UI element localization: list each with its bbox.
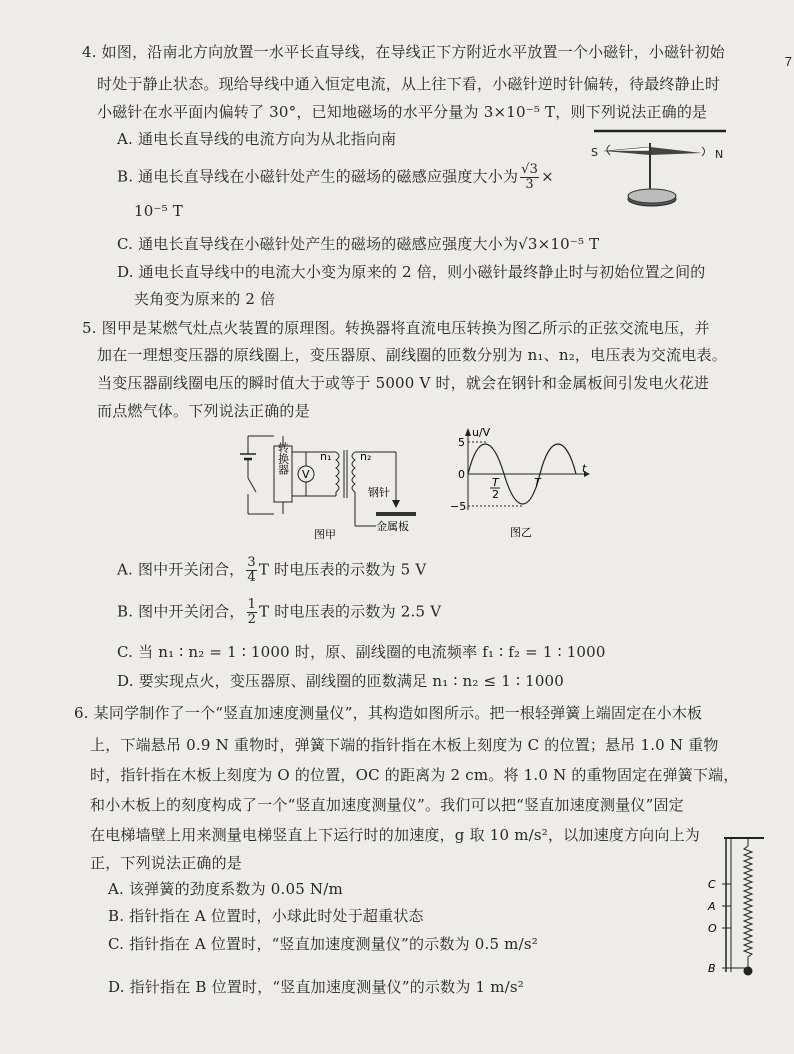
q4-option-b-times: × bbox=[541, 167, 554, 186]
metal-plate bbox=[376, 512, 416, 516]
q4-option-b-text: B. 通电长直导线在小磁针处产生的磁场的磁感应强度大小为 bbox=[117, 167, 519, 186]
q6-stem-line-5: 在电梯墙壁上用来测量电梯竖直上下运行时的加速度，g 取 10 m/s²，以加速度方向向上为 bbox=[90, 826, 700, 844]
q6-stem-line-4: 和小木板上的刻度构成了一个“竖直加速度测量仪”。我们可以把“竖直加速度测量仪”固定 bbox=[90, 796, 684, 814]
q5-option-a-text: A. 图中开关闭合， bbox=[117, 560, 245, 579]
mark-a: A bbox=[708, 900, 716, 913]
q4-stem-line-3: 小磁针在水平面内偏转了 30°，已知地磁场的水平分量为 3×10⁻⁵ T，则下列说法正确的是 bbox=[97, 103, 708, 121]
q6-stem-line-6: 正，下列说法正确的是 bbox=[90, 854, 243, 872]
mark-c: C bbox=[708, 878, 716, 891]
y-tick-0: 0 bbox=[458, 468, 465, 481]
q5-option-b-num: 1 bbox=[247, 597, 257, 612]
q6-stem-line-1: 6. 某同学制作了一个“竖直加速度测量仪”，其构造如图所示。把一根轻弹簧上端固定在小木板 bbox=[74, 704, 703, 722]
q5-option-a-num: 3 bbox=[247, 555, 256, 570]
page-number: 7 bbox=[784, 54, 792, 69]
q4-option-a: A. 通电长直导线的电流方向为从北指向南 bbox=[117, 130, 397, 148]
y-axis-label: u/V bbox=[472, 426, 491, 439]
q4-option-b-denominator: 3 bbox=[525, 177, 534, 192]
mark-o: O bbox=[708, 922, 717, 935]
q5-option-d: D. 要实现点火，变压器原、副线圈的匝数满足 n₁ ∶ n₂ ≤ 1 ∶ 1000 bbox=[117, 672, 565, 690]
compass-s-label: S bbox=[591, 146, 598, 159]
q5-option-b-rest: T 时电压表的示数为 2.5 V bbox=[259, 602, 442, 621]
q5-circuit-figure bbox=[236, 432, 436, 542]
q5-stem-line-1: 5. 图甲是某燃气灶点火装置的原理图。转换器将直流电压转换为图乙所示的正弦交流电压，并 bbox=[82, 319, 710, 337]
q4-option-b-cont: 10⁻⁵ T bbox=[134, 202, 183, 220]
compass-n-label: N bbox=[715, 148, 724, 161]
q6-stem-line-3: 时，指针指在木板上刻度为 O 的位置，OC 的距离为 2 cm。将 1.0 N 的重物固定在弹簧下端， bbox=[90, 766, 739, 784]
mark-b: B bbox=[708, 962, 716, 975]
q5-option-a-rest: T 时电压表的示数为 5 V bbox=[258, 560, 427, 579]
q5-option-c: C. 当 n₁ ∶ n₂ = 1 ∶ 1000 时，原、副线圈的电流频率 f₁ ∶ f₂ = 1 ∶ 1000 bbox=[117, 643, 606, 661]
q4-stem-line-1: 4. 如图，沿南北方向放置一水平长直导线，在导线正下方附近水平放置一个小磁针，小磁针初始 bbox=[82, 43, 725, 61]
t-full: T bbox=[534, 476, 541, 489]
spring bbox=[744, 838, 752, 968]
n1-label: n₁ bbox=[320, 450, 332, 463]
q4-option-b bbox=[117, 163, 554, 192]
plate-label: 金属板 bbox=[376, 520, 409, 533]
q4-option-d-line-1: D. 通电长直导线中的电流大小变为原来的 2 倍，则小磁针最终静止时与初始位置之间的 bbox=[117, 263, 706, 281]
q6-option-d: D. 指针指在 B 位置时，“竖直加速度测量仪”的示数为 1 m/s² bbox=[108, 978, 524, 996]
x-axis-label: t bbox=[582, 462, 587, 475]
t-half-den: 2 bbox=[492, 488, 499, 501]
y-tick-5: 5 bbox=[458, 436, 465, 449]
q5-option-b bbox=[117, 598, 441, 627]
q5-option-a bbox=[117, 556, 426, 585]
n2-label: n₂ bbox=[360, 450, 372, 463]
circuit-caption: 图甲 bbox=[314, 528, 336, 541]
q5-stem-line-4: 而点燃气体。下列说法正确的是 bbox=[97, 402, 310, 420]
voltmeter-label: V bbox=[302, 468, 310, 481]
ball bbox=[744, 967, 753, 976]
q5-option-a-fraction bbox=[246, 556, 256, 585]
sine-caption: 图乙 bbox=[510, 526, 532, 539]
q4-option-b-fraction bbox=[520, 163, 539, 192]
q4-stem-line-2: 时处于静止状态。现给导线中通入恒定电流，从上往下看，小磁针逆时针偏转，待最终静止时 bbox=[97, 75, 721, 93]
q4-option-c: C. 通电长直导线在小磁针处产生的磁场的磁感应强度大小为√3×10⁻⁵ T bbox=[117, 235, 600, 253]
q5-sine-figure bbox=[448, 426, 592, 542]
q5-option-b-text: B. 图中开关闭合， bbox=[117, 602, 245, 621]
q4-compass-figure bbox=[590, 125, 730, 215]
converter-label: 转换器 bbox=[276, 442, 290, 475]
needle-label: 钢针 bbox=[368, 486, 390, 499]
t-half-num: T bbox=[492, 476, 499, 489]
q6-option-c: C. 指针指在 A 位置时，“竖直加速度测量仪”的示数为 0.5 m/s² bbox=[108, 935, 538, 953]
q4-option-b-numerator: √3 bbox=[521, 162, 539, 177]
q6-option-a: A. 该弹簧的劲度系数为 0.05 N/m bbox=[108, 880, 343, 898]
q5-stem-line-3: 当变压器副线圈电压的瞬时值大于或等于 5000 V 时，就会在钢针和金属板间引发电火花进 bbox=[97, 374, 710, 392]
q6-stem-line-2: 上，下端悬吊 0.9 N 重物时，弹簧下端的指针指在木板上刻度为 C 的位置；悬吊 1.0 N 重物 bbox=[90, 736, 719, 754]
q6-option-b: B. 指针指在 A 位置时，小球此时处于超重状态 bbox=[108, 907, 424, 925]
q5-option-b-fraction bbox=[247, 598, 257, 627]
q5-stem-line-2: 加在一理想变压器的原线圈上，变压器原、副线圈的匝数分别为 n₁、n₂，电压表为交流电表。 bbox=[97, 346, 727, 364]
q4-option-d-line-2: 夹角变为原来的 2 倍 bbox=[134, 290, 276, 308]
q5-option-b-den: 2 bbox=[247, 612, 257, 627]
q5-option-a-den: 4 bbox=[247, 570, 256, 585]
q6-accelerometer-figure bbox=[704, 832, 770, 980]
y-tick-neg5: −5 bbox=[450, 500, 467, 513]
